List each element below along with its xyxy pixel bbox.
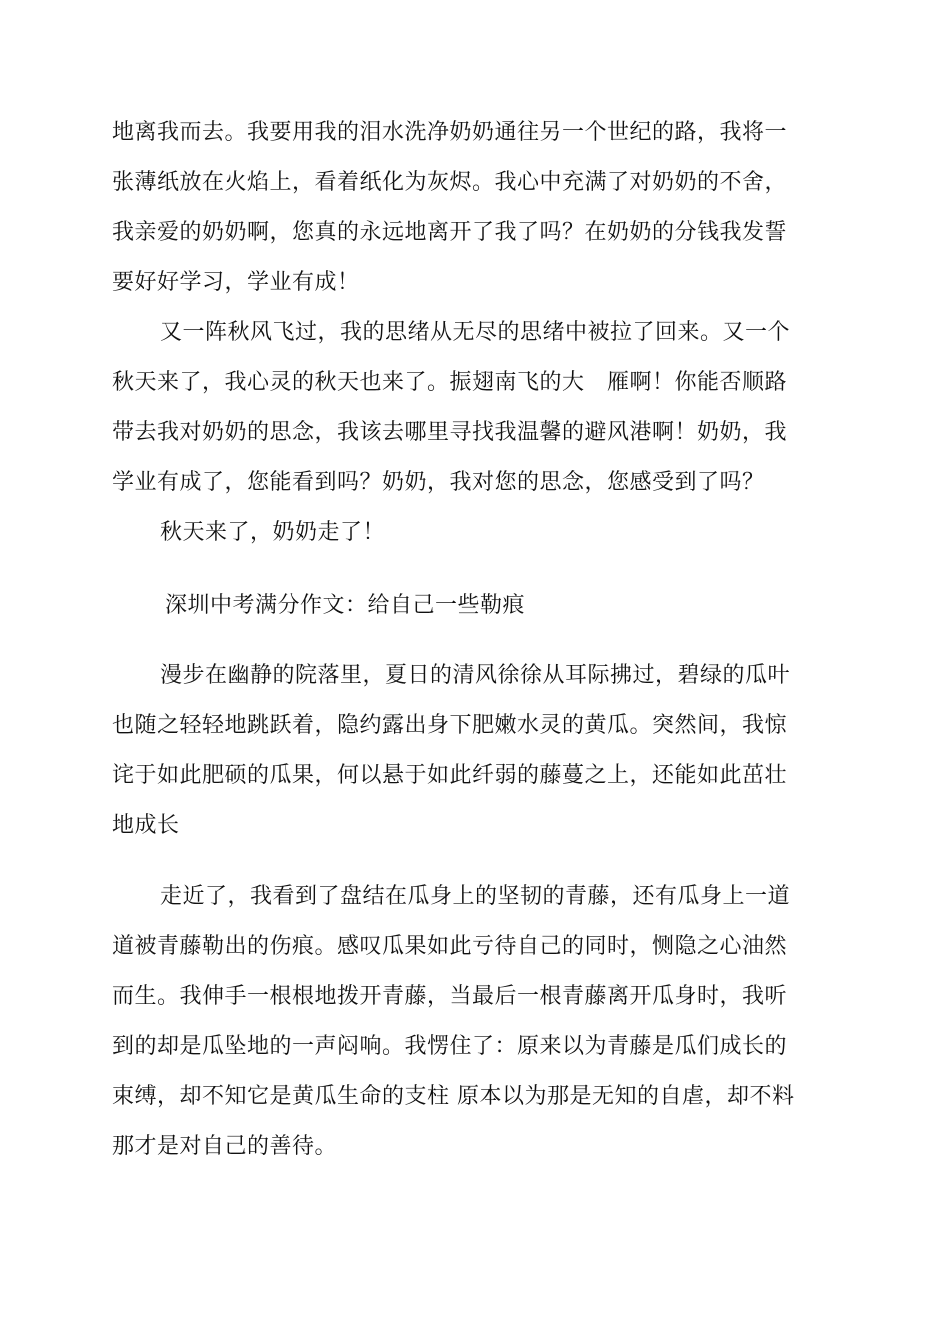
text-line: 那才是对自己的善待。 xyxy=(112,1134,338,1159)
text-line: 我亲爱的奶奶啊，您真的永远地离开了我了吗？在奶奶的分钱我发誓 xyxy=(112,220,788,245)
text-line: 道被青藤勒出的伤痕。感叹瓜果如此亏待自己的同时，恻隐之心油然 xyxy=(112,934,788,959)
text-line: 地离我而去。我要用我的泪水洗净奶奶通往另一个世纪的路，我将一 xyxy=(112,120,788,145)
text-line: 又一阵秋风飞过，我的思绪从无尽的思绪中被拉了回来。又一个 xyxy=(160,320,791,345)
text-line: 张薄纸放在火焰上，看着纸化为灰烬。我心中充满了对奶奶的不舍， xyxy=(112,170,788,195)
text-line: 诧于如此肥硕的瓜果，何以悬于如此纤弱的藤蔓之上，还能如此茁壮 xyxy=(112,763,788,788)
text-line: 学业有成了，您能看到吗？奶奶，我对您的思念，您感受到了吗？ xyxy=(112,470,765,495)
text-line: 也随之轻轻地跳跃着，隐约露出身下肥嫩水灵的黄瓜。突然间，我惊 xyxy=(112,713,788,738)
text-line: 走近了，我看到了盘结在瓜身上的坚韧的青藤，还有瓜身上一道 xyxy=(160,884,791,909)
essay-title: 深圳中考满分作文：给自己一些勒痕 xyxy=(165,593,526,618)
text-line: 地成长 xyxy=(112,813,180,838)
text-line: 到的却是瓜坠地的一声闷响。我愣住了：原来以为青藤是瓜们成长的 xyxy=(112,1034,788,1059)
text-line: 秋天来了，我心灵的秋天也来了。振翅南飞的大 雁啊！你能否顺路 xyxy=(112,370,788,395)
text-line: 而生。我伸手一根根地拨开青藤，当最后一根青藤离开瓜身时，我听 xyxy=(112,984,788,1009)
text-line: 秋天来了，奶奶走了！ xyxy=(160,520,386,545)
text-line: 漫步在幽静的院落里，夏日的清风徐徐从耳际拂过，碧绿的瓜叶 xyxy=(160,663,791,688)
text-line: 要好好学习，学业有成！ xyxy=(112,270,360,295)
text-line: 束缚，却不知它是黄瓜生命的支柱 原本以为那是无知的自虐，却不料 xyxy=(112,1084,795,1109)
text-line: 带去我对奶奶的思念，我该去哪里寻找我温馨的避风港啊！奶奶，我 xyxy=(112,420,788,445)
